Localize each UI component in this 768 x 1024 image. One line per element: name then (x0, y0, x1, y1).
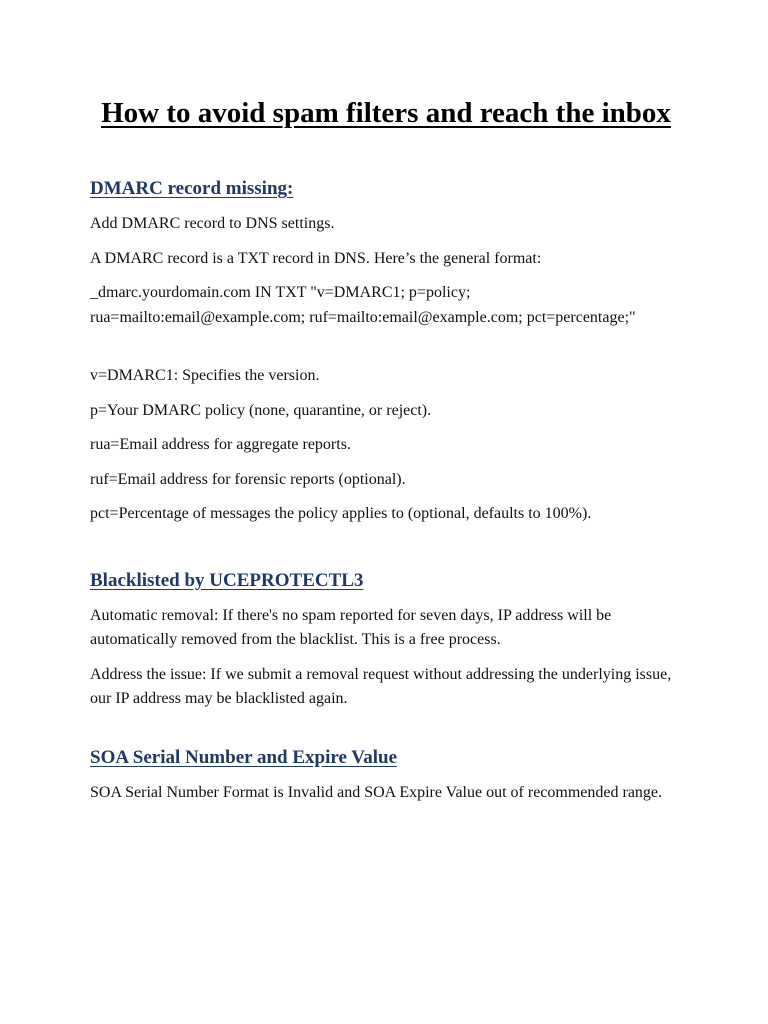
paragraph: pct=Percentage of messages the policy applies to (optional, defaults to 100%). (90, 505, 592, 522)
paragraph: v=DMARC1: Specifies the version. (90, 367, 320, 384)
paragraph: SOA Serial Number Format is Invalid and SOA Expire Value out of recommended range. (90, 783, 663, 801)
paragraph: A DMARC record is a TXT record in DNS. Here’s the general format: (90, 249, 542, 267)
dmarc-format-example: _dmarc.yourdomain.com IN TXT "v=DMARC1; p=policy; rua=mailto:email@example.com; ruf=mailto:email@example.com; pct=percentage;" (90, 284, 636, 326)
paragraph: ruf=Email address for forensic reports (optional). (90, 470, 406, 488)
paragraph: rua=Email address for aggregate reports. (90, 436, 351, 453)
section-heading-dmarc: DMARC record missing: (90, 178, 294, 199)
paragraph: Add DMARC record to DNS settings. (90, 215, 335, 232)
document-title: How to avoid spam filters and reach the inbox (101, 97, 671, 129)
paragraph: Address the issue: If we submit a removal request without addressing the underlying issue, our IP address may be blacklisted again. (90, 665, 672, 707)
section-heading-blacklist: Blacklisted by UCEPROTECTL3 (90, 569, 364, 591)
paragraph: Automatic removal: If there's no spam reported for seven days, IP address will be automatically removed from the blacklist. This is a free process. (90, 606, 612, 648)
paragraph: p=Your DMARC policy (none, quarantine, or reject). (90, 401, 432, 419)
section-heading-soa: SOA Serial Number and Expire Value (90, 746, 398, 768)
